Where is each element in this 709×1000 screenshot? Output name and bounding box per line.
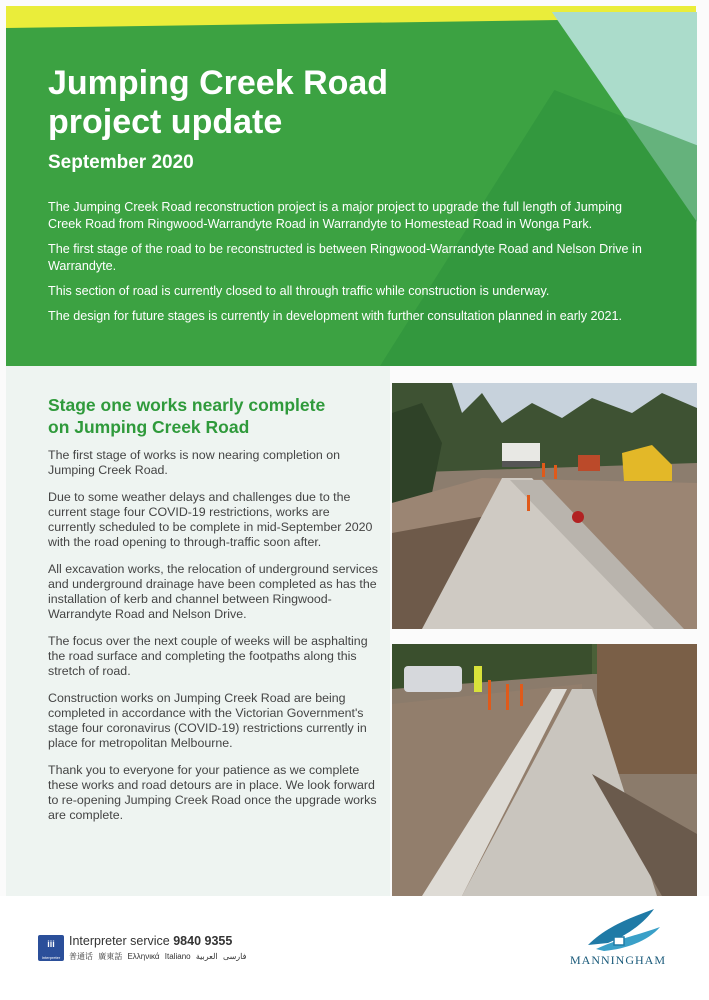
interpreter-phone: 9840 9355 xyxy=(173,934,233,948)
interpreter-icon-text: iii xyxy=(47,939,55,949)
title-line-2: project update xyxy=(48,103,283,141)
footpath-photo-image xyxy=(392,644,697,896)
roadworks-photo-image xyxy=(392,383,697,629)
intro-paragraph: The Jumping Creek Road reconstruction project is a major project to upgrade the full length of Jumping Creek Road from Ringwood-Warrandyte Road in Warrandyte to Homestead Road in Wonga Park. xyxy=(48,200,623,231)
intro-paragraph: The design for future stages is currently in development with further consultation planned in early 2021. xyxy=(48,309,623,323)
body-paragraph: Thank you to everyone for your patience as we complete these works and road detours are in place. We look forward to re-opening Jumping Creek Road once the upgrade works are complete. xyxy=(48,763,377,822)
construction-photo-roadworks xyxy=(392,383,697,629)
interpreter-icon-caption: Interpreter xyxy=(41,955,61,960)
council-name: MANNINGHAM xyxy=(570,953,666,967)
page-title xyxy=(48,64,388,142)
title-line-1: Jumping Creek Road xyxy=(48,64,389,102)
body-paragraph: Construction works on Jumping Creek Road are being completed in accordance with the Victorian Government's stage four coronavirus (COVID-19) restrictions currently in place for metropolitan Melbourne. xyxy=(48,691,367,750)
language-item: 普通话 xyxy=(69,952,93,961)
section-heading-line-2: on Jumping Creek Road xyxy=(48,417,250,437)
language-item: العربية xyxy=(195,952,218,961)
body-paragraph: Due to some weather delays and challenges due to the current stage four COVID-19 restrictions, works are currently scheduled to be complete in mid-September 2020 with the road opening to through-traffic soon after. xyxy=(48,490,373,549)
issue-date: September 2020 xyxy=(48,152,194,173)
section-body xyxy=(48,448,378,835)
language-list xyxy=(69,951,246,962)
intro-text xyxy=(48,199,658,333)
interpreter-service-label: Interpreter service xyxy=(69,934,170,948)
body-paragraph: All excavation works, the relocation of underground services and underground drainage have been completed as has the installation of kerb and channel between Ringwood-Warrandyte Road and Nelson Drive. xyxy=(48,562,378,621)
construction-photo-footpath xyxy=(392,644,697,896)
language-item: 廣東話 xyxy=(98,952,123,961)
interpreter-service xyxy=(69,934,232,948)
body-paragraph: The focus over the next couple of weeks will be asphalting the road surface and completing the footpaths along this stretch of road. xyxy=(48,634,368,678)
section-heading-line-1: Stage one works nearly complete xyxy=(48,395,326,415)
interpreter-icon xyxy=(38,935,64,961)
section-heading xyxy=(48,394,388,438)
intro-paragraph: This section of road is currently closed to all through traffic while construction is underway. xyxy=(48,284,550,298)
intro-paragraph: The first stage of the road to be reconstructed is between Ringwood-Warrandyte Road and Nelson Drive in Warrandyte. xyxy=(48,242,642,273)
language-item: Ελληνικά xyxy=(127,952,160,961)
language-item: فارسی xyxy=(222,952,247,961)
language-item: Italiano xyxy=(164,952,191,961)
body-paragraph: The first stage of works is now nearing completion on Jumping Creek Road. xyxy=(48,448,341,477)
